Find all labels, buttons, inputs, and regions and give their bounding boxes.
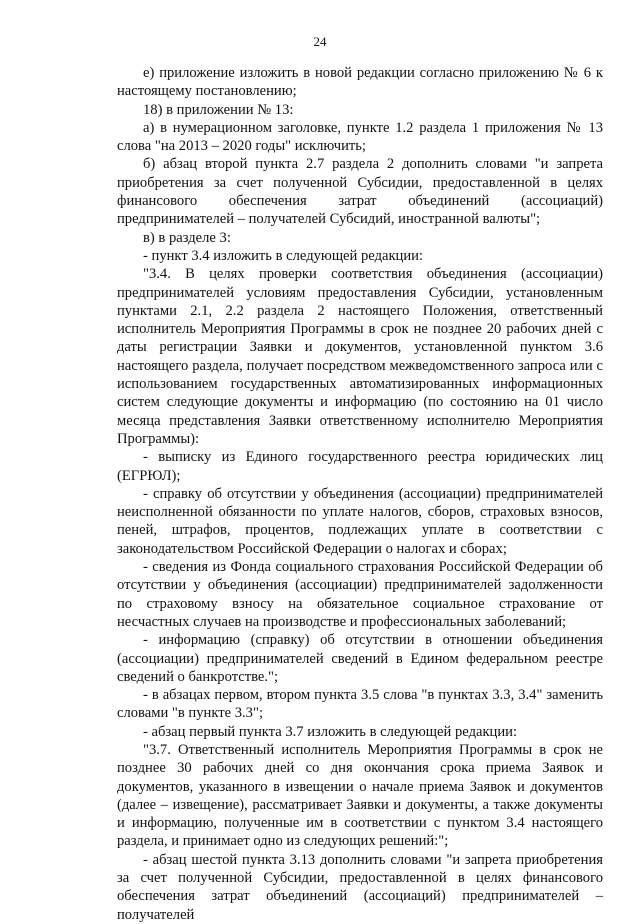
paragraph: е) приложение изложить в новой редакции согласно приложению № 6 к настоящему постановлению; — [117, 65, 603, 100]
paragraph: "3.4. В целях проверки соответствия объединения (ассоциации) предпринимателей условиям предоставления Субсидии, установленным пунктами 2.1, 2.2 раздела 2 настоящего Положения, ответственный исполнитель Мероприятия Программы в срок не позднее 20 рабочих дней с даты регистрации Заявки и документов, установленной пунктом 3.6 настоящего раздела, получает посредством межведомственного запроса или с использованием государственных автоматизированных информационных систем следующие документы и информацию (по состоянию на 01 число месяца представления Заявки ответственному исполнителю Мероприятия Программы): — [117, 266, 603, 447]
paragraph: - в абзацах первом, втором пункта 3.5 слова "в пунктах 3.3, 3.4" заменить словами "в пункте 3.3"; — [117, 687, 603, 722]
paragraph: - выписку из Единого государственного реестра юридических лиц (ЕГРЮЛ); — [117, 449, 603, 484]
paragraph: б) абзац второй пункта 2.7 раздела 2 дополнить словами "и запрета приобретения за счет полученной Субсидии, предоставленной в целях финансового обеспечения затрат объединений (ассоциаций) предпринимателей – получателей Субсидий, иностранной валюты"; — [117, 156, 603, 228]
paragraph: - пункт 3.4 изложить в следующей редакции: — [143, 247, 424, 264]
paragraph: а) в нумерационном заголовке, пункте 1.2 раздела 1 приложения № 13 слова "на 2013 – 2020 годы" исключить; — [117, 119, 603, 155]
page-number: 24 — [313, 34, 327, 49]
paragraph: в) в разделе 3: — [143, 229, 231, 246]
paragraph: 18) в приложении № 13: — [143, 101, 294, 118]
paragraph: - сведения из Фонда социального страхования Российской Федерации об отсутствии у объединения (ассоциации) предпринимателей задолженности по страховому взносу на обязательное социальное страхование от несчастных случаев на производстве и профессиональных заболеваний; — [117, 559, 603, 630]
paragraph: - справку об отсутствии у объединения (ассоциации) предпринимателей неисполненной обязанности по уплате налогов, сборов, страховых взносов, пеней, штрафов, процентов, подлежащих уплате в соответствии с законодательством Российской Федерации о налогах и сборах; — [117, 485, 603, 557]
paragraph: - информацию (справку) об отсутствии в отношении объединения (ассоциации) предпринимателей сведений в Едином федеральном реестре сведений о банкротстве."; — [117, 632, 603, 685]
paragraph: "3.7. Ответственный исполнитель Мероприятия Программы в срок не позднее 30 рабочих дней со дня окончания срока приема Заявок и документов, указанного в извещении о начале приема Заявок и документов (далее – извещение), рассматривает Заявки и документы, а также документы и информацию, полученные им в соответствии с пунктом 3.4 настоящего раздела, и принимает одно из следующих решений:"; — [117, 741, 603, 850]
paragraph: - абзац шестой пункта 3.13 дополнить словами "и запрета приобретения за счет полученной Субсидии, предоставленной в целях финансового обеспечения затрат объединений (ассоциаций) предпринимателей – получателей — [117, 851, 603, 923]
paragraph: - абзац первый пункта 3.7 изложить в следующей редакции: — [143, 723, 518, 740]
document-body — [117, 64, 603, 924]
